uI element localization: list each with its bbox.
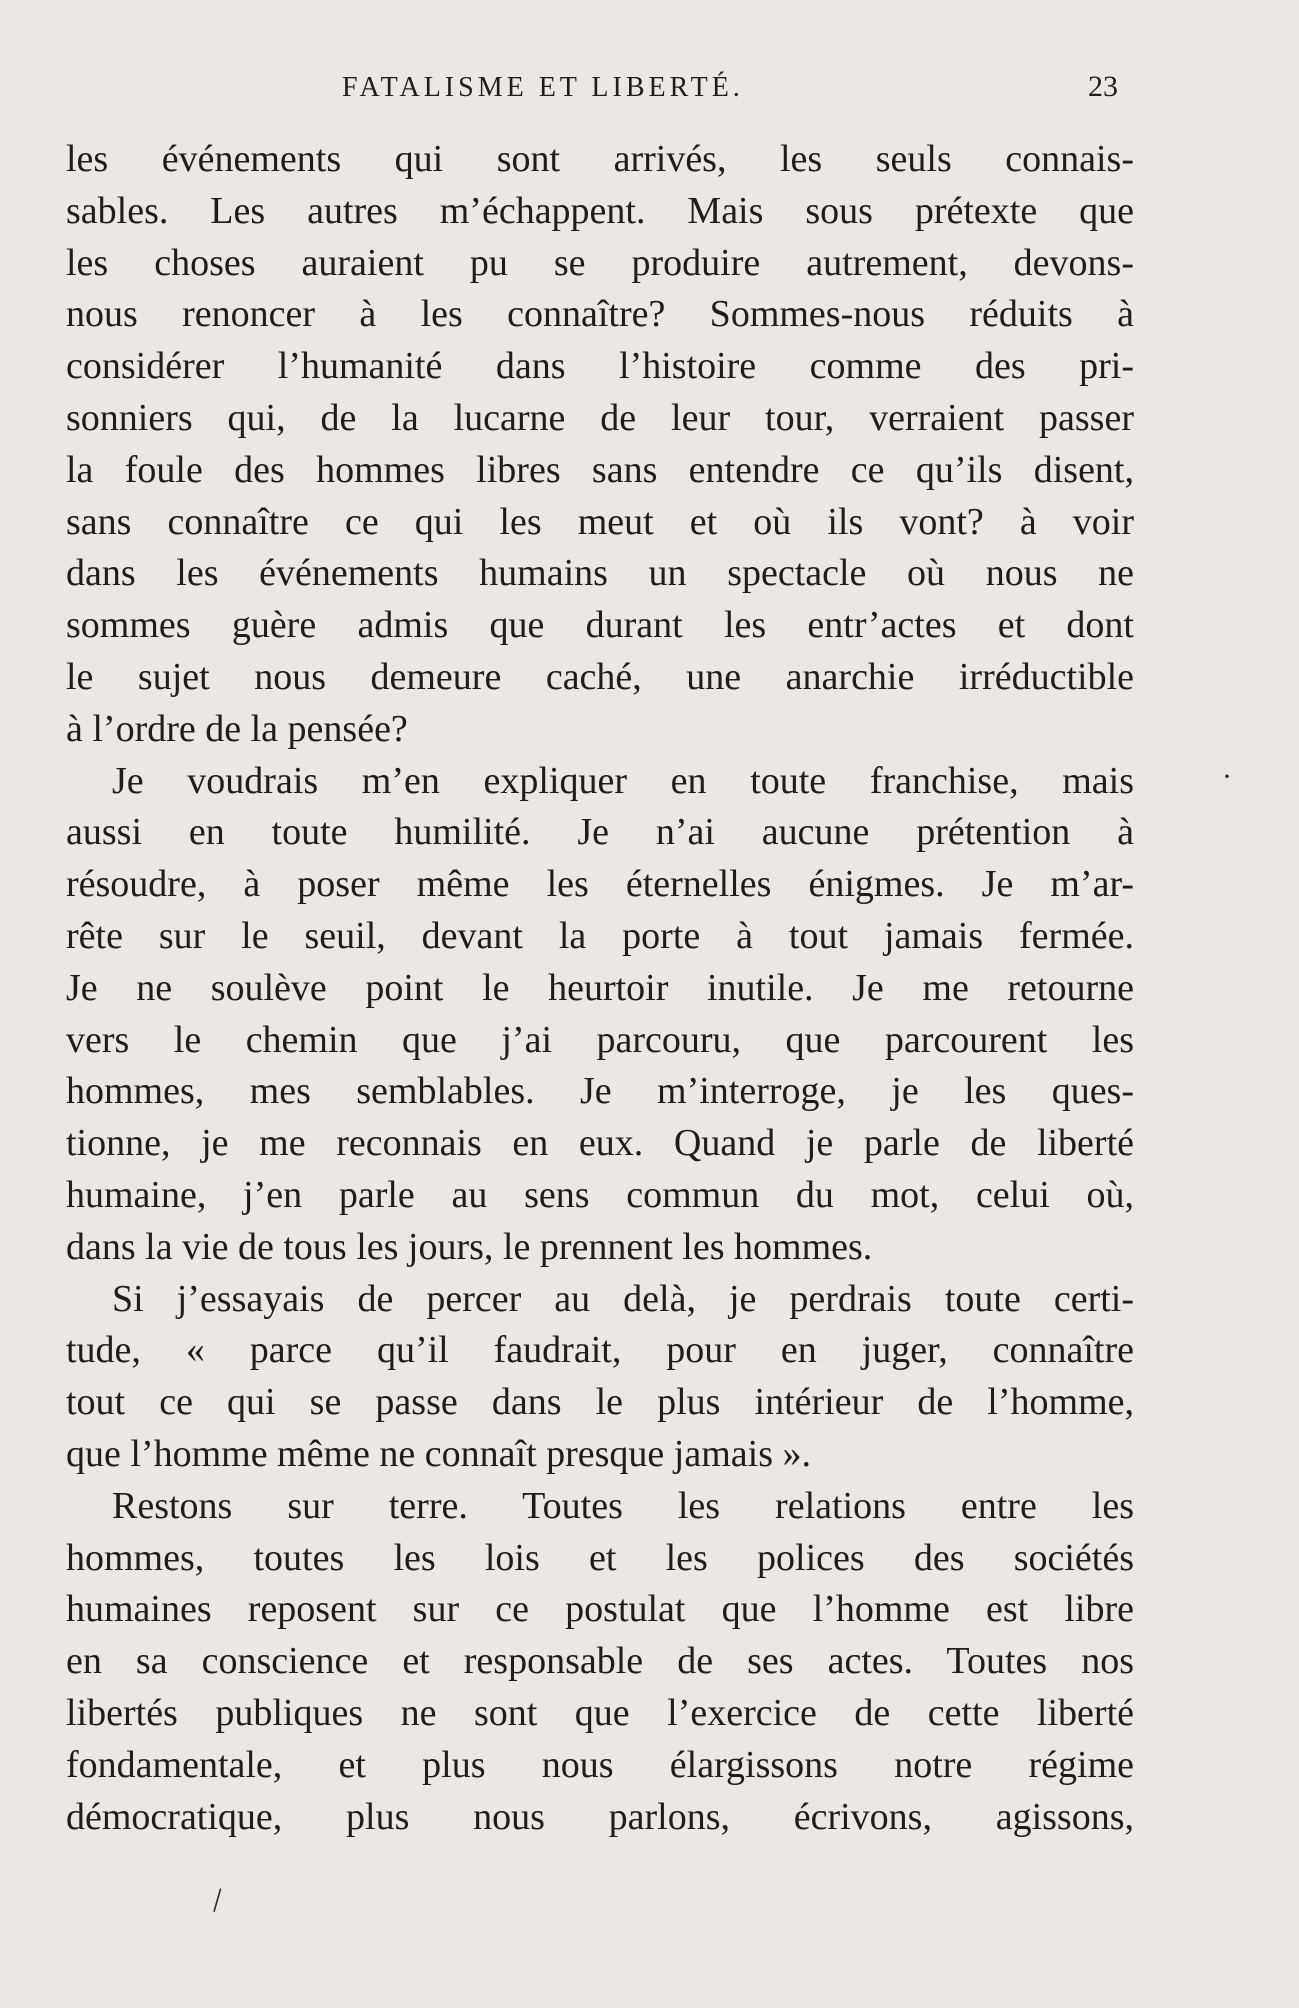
text-line: tout ce qui se passe dans le plus intérieur de l’homme, — [66, 1381, 1134, 1424]
text-line: démocratique, plus nous parlons, écrivons, agissons, — [66, 1795, 1134, 1838]
text-line: rête sur le seuil, devant la porte à tout jamais fermée. — [66, 914, 1134, 957]
running-title: FATALISME ET LIBERTÉ. — [342, 72, 744, 103]
text-line: à l’ordre de la pensée? — [66, 707, 408, 750]
text-line: tude, « parce qu’il faudrait, pour en juger, connaître — [66, 1329, 1134, 1372]
text-line: hommes, toutes les lois et les polices des sociétés — [66, 1536, 1134, 1579]
text-line: en sa conscience et responsable de ses actes. Toutes nos — [66, 1640, 1134, 1683]
text-line: considérer l’humanité dans l’histoire comme des pri- — [66, 345, 1134, 388]
text-line: les choses auraient pu se produire autrement, devons- — [66, 241, 1134, 284]
text-line: le sujet nous demeure caché, une anarchie irréductible — [66, 655, 1134, 698]
print-speck-mark: · — [1222, 760, 1232, 793]
text-line: sonniers qui, de la lucarne de leur tour, verraient passer — [66, 396, 1134, 439]
text-line: Restons sur terre. Toutes les relations entre les — [112, 1484, 1134, 1527]
text-line: sables. Les autres m’échappent. Mais sous prétexte que — [66, 189, 1134, 232]
text-line: que l’homme même ne connaît presque jamais ». — [66, 1432, 811, 1475]
running-head — [0, 66, 1299, 116]
page-number: 23 — [1088, 70, 1118, 103]
text-line: tionne, je me reconnais en eux. Quand je parle de liberté — [66, 1122, 1134, 1165]
text-line: nous renoncer à les connaître? Sommes-nous réduits à — [66, 293, 1134, 336]
print-tick-mark: \ — [202, 1882, 232, 1919]
text-line: sommes guère admis que durant les entr’actes et dont — [66, 604, 1134, 647]
page-body — [66, 134, 1134, 1843]
text-line: humaine, j’en parle au sens commun du mot, celui où, — [66, 1173, 1134, 1216]
text-line: libertés publiques ne sont que l’exercice de cette liberté — [66, 1691, 1134, 1734]
text-line: humaines reposent sur ce postulat que l’homme est libre — [66, 1588, 1134, 1631]
text-line: Je voudrais m’en expliquer en toute franchise, mais — [112, 759, 1134, 802]
text-line: dans la vie de tous les jours, le prennent les hommes. — [66, 1225, 873, 1268]
text-line: Si j’essayais de percer au delà, je perdrais toute certi- — [112, 1277, 1134, 1320]
text-line: dans les événements humains un spectacle où nous ne — [66, 552, 1134, 595]
text-line: fondamentale, et plus nous élargissons notre régime — [66, 1743, 1134, 1786]
text-line: résoudre, à poser même les éternelles énigmes. Je m’ar- — [66, 863, 1134, 906]
text-line: sans connaître ce qui les meut et où ils vont? à voir — [66, 500, 1134, 543]
text-line: aussi en toute humilité. Je n’ai aucune prétention à — [66, 811, 1134, 854]
text-line: la foule des hommes libres sans entendre ce qu’ils disent, — [66, 448, 1134, 491]
text-line: hommes, mes semblables. Je m’interroge, je les ques- — [66, 1070, 1134, 1113]
text-line: Je ne soulève point le heurtoir inutile. Je me retourne — [66, 966, 1134, 1009]
text-line: vers le chemin que j’ai parcouru, que parcourent les — [66, 1018, 1134, 1061]
text-line: les événements qui sont arrivés, les seuls connais- — [66, 138, 1134, 180]
